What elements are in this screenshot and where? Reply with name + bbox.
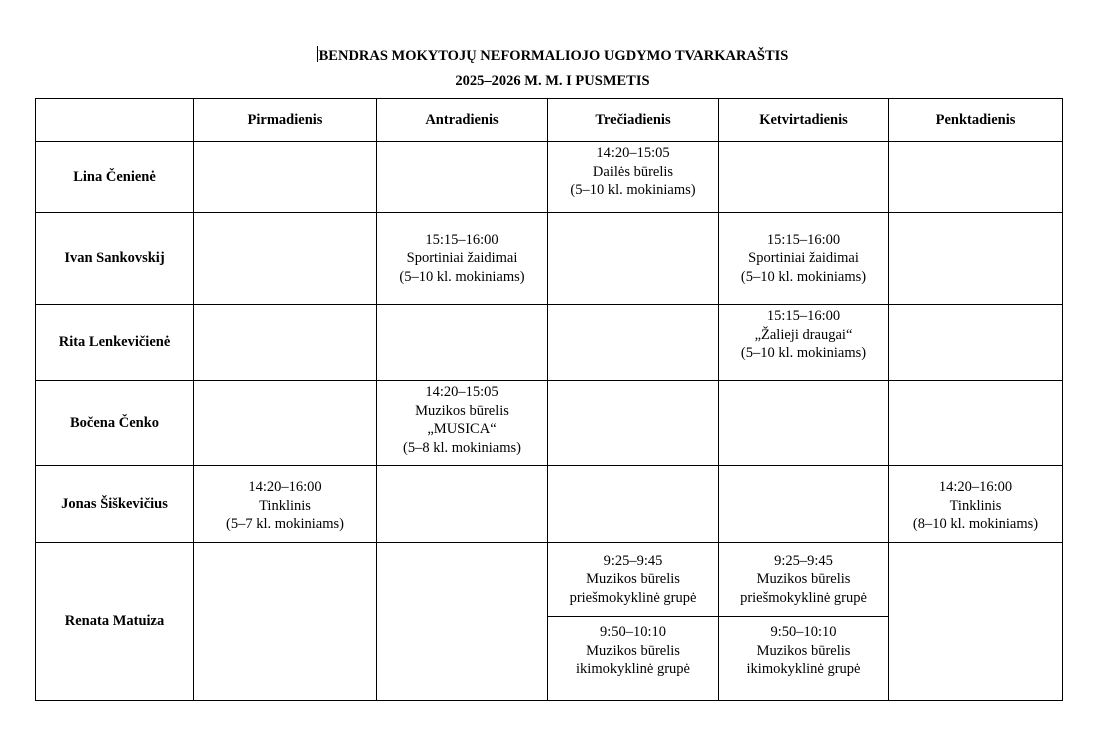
empty-cell [194, 305, 377, 381]
session-time: 14:20–15:05 [596, 145, 670, 161]
session-activity: Muzikos būrelis [586, 642, 680, 659]
session-cell [377, 213, 548, 305]
session-activity: Muzikos būrelis [756, 571, 851, 588]
empty-cell [194, 213, 377, 305]
day-header: Antradienis [377, 99, 548, 142]
empty-cell [377, 305, 548, 381]
teacher-name: Renata Matuiza [36, 543, 194, 701]
session-audience: ikimokyklinė grupė [746, 661, 861, 677]
session-activity-name: „MUSICA“ [427, 421, 497, 437]
session-audience: (5–8 kl. mokiniams) [402, 439, 521, 456]
session-audience: priešmokyklinė grupė [569, 589, 697, 606]
session-time: 14:20–16:00 [248, 479, 322, 495]
empty-cell [548, 213, 719, 305]
session-audience: (5–10 kl. mokiniams) [399, 268, 525, 285]
session-activity: Sportiniai žaidimai [748, 250, 859, 267]
table-row [36, 381, 1063, 466]
session-cell [548, 543, 719, 617]
day-header: Ketvirtadienis [719, 99, 889, 142]
session-cell [719, 305, 889, 381]
teacher-name: Rita Lenkevičienė [36, 305, 194, 381]
table-row [36, 466, 1063, 543]
session-time: 15:15–16:00 [425, 231, 499, 248]
session-audience: priešmokyklinė grupė [740, 589, 867, 606]
session-time: 15:15–16:00 [766, 308, 841, 324]
session-activity: „Žalieji draugai“ [754, 326, 853, 343]
session-time: 9:50–10:10 [770, 624, 837, 640]
session-time: 15:15–16:00 [766, 231, 841, 248]
title-line-2: 2025–2026 M. M. I PUSMETIS [455, 73, 650, 89]
teacher-name: Jonas Šiškevičius [36, 466, 194, 543]
session-audience: (5–10 kl. mokiniams) [740, 268, 867, 285]
empty-cell [889, 305, 1063, 381]
session-cell [548, 617, 719, 701]
session-activity: Muzikos būrelis [756, 642, 851, 659]
session-cell [377, 381, 548, 466]
table-row [36, 305, 1063, 381]
empty-cell [194, 543, 377, 701]
session-time: 9:50–10:10 [599, 624, 667, 640]
empty-cell [548, 305, 719, 381]
session-audience: (5–7 kl. mokiniams) [225, 516, 344, 532]
empty-cell [194, 381, 377, 466]
session-activity: Tinklinis [949, 497, 1002, 514]
session-cell [548, 142, 719, 213]
teacher-name: Lina Čenienė [36, 142, 194, 213]
document-title [0, 44, 1105, 94]
day-header: Pirmadienis [194, 99, 377, 142]
session-activity: Dailės būrelis [592, 163, 674, 180]
session-time: 14:20–16:00 [938, 479, 1013, 495]
corner-cell [36, 99, 194, 142]
empty-cell [719, 466, 889, 543]
session-audience: (5–10 kl. mokiniams) [740, 345, 867, 361]
session-cell [889, 466, 1063, 543]
empty-cell [889, 381, 1063, 466]
session-activity: Sportiniai žaidimai [406, 250, 518, 267]
empty-cell [889, 213, 1063, 305]
session-audience: (5–10 kl. mokiniams) [570, 182, 696, 198]
empty-cell [194, 142, 377, 213]
session-audience: (8–10 kl. mokiniams) [912, 516, 1039, 532]
empty-cell [719, 381, 889, 466]
empty-cell [889, 543, 1063, 701]
empty-cell [548, 466, 719, 543]
empty-cell [548, 381, 719, 466]
session-cell [194, 466, 377, 543]
session-activity: Muzikos būrelis [586, 571, 680, 588]
teacher-name: Bočena Čenko [36, 381, 194, 466]
empty-cell [719, 142, 889, 213]
schedule-table [35, 98, 1063, 701]
session-time: 14:20–15:05 [425, 384, 499, 400]
empty-cell [377, 466, 548, 543]
title-line-1: BENDRAS MOKYTOJŲ NEFORMALIOJO UGDYMO TVARKARAŠTIS [318, 48, 789, 64]
empty-cell [377, 543, 548, 701]
session-audience: ikimokyklinė grupė [576, 661, 690, 677]
table-row [36, 142, 1063, 213]
session-cell [719, 617, 889, 701]
day-header: Penktadienis [889, 99, 1063, 142]
header-row [36, 99, 1063, 142]
empty-cell [889, 142, 1063, 213]
table-row [36, 543, 1063, 617]
session-time: 9:25–9:45 [774, 552, 833, 569]
session-time: 9:25–9:45 [603, 552, 663, 569]
session-cell [719, 213, 889, 305]
session-activity: Muzikos būrelis [415, 402, 509, 419]
teacher-name: Ivan Sankovskij [36, 213, 194, 305]
empty-cell [377, 142, 548, 213]
table-row [36, 213, 1063, 305]
session-activity: Tinklinis [259, 497, 311, 514]
session-cell [719, 543, 889, 617]
text-cursor [317, 46, 318, 62]
day-header: Trečiadienis [548, 99, 719, 142]
